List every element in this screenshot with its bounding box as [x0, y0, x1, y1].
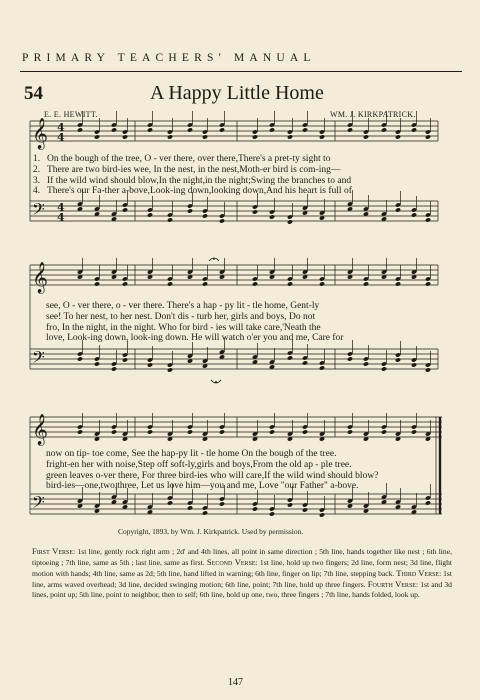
- note-head: [287, 355, 293, 360]
- staff-bass-2: [30, 349, 438, 369]
- note-head: [77, 429, 83, 434]
- note-head: [187, 429, 193, 434]
- note-head: [302, 429, 308, 434]
- note-head: [167, 217, 173, 222]
- note-head: [202, 213, 208, 218]
- note-head: [252, 209, 258, 214]
- note-head: [319, 134, 325, 139]
- note-head: [77, 127, 83, 132]
- note-head: [252, 134, 258, 139]
- note-head: [122, 357, 128, 362]
- lyrics-system-3: [46, 449, 378, 492]
- note-head: [202, 134, 208, 139]
- note-head: [202, 281, 208, 286]
- lyric-line: see, O - ver there, o - ver there. There's a hap - py lit - tle home, Gent-ly: [46, 301, 320, 311]
- note-head: [187, 127, 193, 132]
- note-head: [167, 134, 173, 139]
- note-head: [252, 506, 258, 511]
- note-head: [122, 281, 128, 286]
- note-head: [395, 134, 401, 139]
- note-head: [425, 367, 431, 372]
- lyric-line: 1. On the bough of the tree, O - ver there, over there,There's a pret-ty sight to: [33, 154, 331, 164]
- lyric-line: see! To her nest, to her nest. Don't dis - turb her, girls and boys, Do not: [46, 311, 316, 322]
- note-head: [187, 208, 193, 213]
- treble-clef-icon: 𝄞: [32, 414, 48, 445]
- note-head: [287, 219, 293, 224]
- note-head: [347, 429, 353, 434]
- note-head: [111, 127, 117, 132]
- note-head: [363, 361, 369, 366]
- note-head: [147, 429, 153, 434]
- note-head: [302, 360, 308, 365]
- note-head: [167, 500, 173, 505]
- note-head: [147, 212, 153, 217]
- treble-clef-icon: 𝄞: [32, 118, 48, 149]
- staff-bass-1: [30, 201, 438, 221]
- lyric-line: now on tip- toe come, See the hap-py lit - tle home On the bough of the tree.: [46, 449, 337, 459]
- note-head: [219, 127, 225, 132]
- note-head: [363, 281, 369, 286]
- note-head: [219, 501, 225, 506]
- svg-text:4: 4: [57, 131, 65, 144]
- note-head: [187, 505, 193, 510]
- note-head: [219, 429, 225, 434]
- note-head: [219, 218, 225, 223]
- hymn-number: 54: [24, 83, 43, 104]
- note-head: [395, 207, 401, 212]
- lyric-line: 4. There's our Fa-ther a-bove,Look-ing down,looking down,And his heart is full of: [33, 186, 352, 197]
- lyrics-system-2: [46, 301, 343, 344]
- lyricist: E. E. HEWITT.: [44, 110, 98, 119]
- note-head: [111, 429, 117, 434]
- note-head: [302, 507, 308, 512]
- song-title: A Happy Little Home: [150, 82, 324, 104]
- note-head: [302, 127, 308, 132]
- note-head: [381, 366, 387, 371]
- bass-clef-icon: 𝄢: [32, 199, 45, 223]
- note-head: [411, 127, 417, 132]
- lyric-line: love, Look-ing down, look-ing down. He will watch o'er you and me, Care for: [46, 333, 344, 344]
- staff-bass-3: [30, 494, 442, 514]
- svg-text:4: 4: [57, 201, 65, 214]
- svg-text:4: 4: [57, 121, 65, 134]
- lyrics-system-1: [33, 154, 352, 197]
- staff-treble-3: [30, 417, 442, 437]
- note-head: [395, 281, 401, 286]
- page-number: 147: [228, 677, 243, 688]
- note-head: [425, 217, 431, 222]
- note-head: [425, 134, 431, 139]
- note-head: [381, 429, 387, 434]
- note-head: [167, 281, 173, 286]
- note-head: [111, 366, 117, 371]
- note-head: [94, 361, 100, 366]
- note-head: [147, 362, 153, 367]
- note-head: [319, 365, 325, 370]
- note-head: [395, 357, 401, 362]
- lyric-line: 2. There are two bird-ies wee, In the nest, in the nest,Moth-er bird is com-ing—: [33, 164, 341, 175]
- note-head: [94, 281, 100, 286]
- note-head: [167, 367, 173, 372]
- note-head: [425, 281, 431, 286]
- bass-clef-icon: 𝄢: [32, 492, 45, 516]
- note-head: [252, 281, 258, 286]
- copyright-notice: Copyright, 1893, by Wm. J. Kirkpatrick. Used by permission.: [118, 527, 304, 536]
- note-head: [347, 356, 353, 361]
- note-head: [202, 510, 208, 515]
- note-head: [425, 500, 431, 505]
- note-head: [411, 429, 417, 434]
- staff-treble-2: [30, 265, 438, 285]
- treble-clef-icon: 𝄞: [32, 262, 48, 293]
- note-head: [319, 281, 325, 286]
- note-head: [269, 511, 275, 516]
- note-head: [269, 429, 275, 434]
- note-head: [269, 214, 275, 219]
- staff-treble-1: [30, 121, 438, 141]
- note-head: [381, 127, 387, 132]
- note-head: [287, 502, 293, 507]
- note-head: [411, 212, 417, 217]
- lyric-line: fro, In the night, in the night. Who for bird - ies will take care,'Neath the: [46, 322, 321, 333]
- lyric-line: 3. If the wild wind should blow,In the night,in the night;Swing the branches to and: [33, 175, 352, 186]
- motion-instructions: First Verse: 1st line, gently rock right arm ; 2d' and 4th lines, all point in same direction ; 5th line, hands together like nest ; 6th line, tiptoeing ; 7th line, same as 5th ; last line, same as first. Second Verse: 1st line, hold up two fingers; 2d line, form nest; 3d line, flight motion with hands; 4th line, same as 2d; 5th line, hand lifted in warning; 6th line, finger on lip; 7th line, stepping back. Third Verse: 1st line, arms waved overhead; 3d line, decided swinging motion; 6th line, point; 7th line, hold up three fingers. Fourth Verse: 1st and 3d lines, point up; 5th line, point to neighbor, then to self; 6th line, hold up one, two, three fingers ; 7th line, hands folded, look up.: [32, 546, 452, 600]
- note-head: [77, 356, 83, 361]
- note-head: [122, 207, 128, 212]
- bass-clef-icon: 𝄢: [32, 347, 45, 371]
- note-head: [319, 512, 325, 517]
- note-head: [411, 362, 417, 367]
- note-head: [287, 134, 293, 139]
- lyric-line: bird-ies—one,two,three, Let us love him—you and me, Love "our Father" a-bove.: [46, 481, 359, 492]
- note-head: [287, 281, 293, 286]
- note-head: [269, 127, 275, 132]
- composer: WM. J. KIRKPATRICK.: [330, 110, 416, 119]
- note-head: [363, 134, 369, 139]
- note-head: [94, 134, 100, 139]
- lyric-line: green leaves o-ver there, For three bird-ies who will care,If the wild wind should blow?: [46, 470, 379, 481]
- lyric-line: fright-en her with noise,Step off soft-ly,girls and boys,From the old ap - ple tree.: [46, 459, 352, 470]
- running-header: PRIMARY TEACHERS' MANUAL: [22, 52, 316, 64]
- svg-text:4: 4: [57, 211, 65, 224]
- note-head: [347, 127, 353, 132]
- note-head: [122, 134, 128, 139]
- note-head: [147, 127, 153, 132]
